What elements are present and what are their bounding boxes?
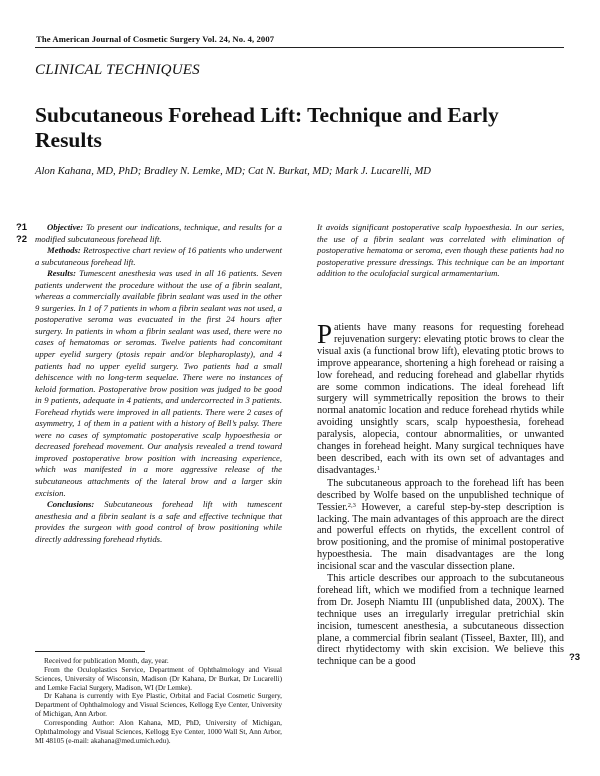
abstract-objective-text: To present our indications, technique, and results for a modified subcutaneous forehead lift. [35,222,282,244]
citation-ref: 2,3 [347,501,356,509]
abstract-methods-label: Methods: [47,245,81,256]
body-paragraph-3: This article describes our approach to the subcutaneous forehead lift, which we modified from a technique learned from Dr. Joseph Niamtu III (unpublished data, 200X). The technique uses an irregularly irregular pretrichial skin incision, tumescent anesthesia, a subcutaneous dissection plane, a commercial fibrin sealant (Tisseel, Baxter, Ill), and direct rhytidectomy with skin excision. We believe this technique can be a good [317,573,564,668]
abstract-objective [35,222,282,245]
footnote-current-affiliation: Dr Kahana is currently with Eye Plastic, Orbital and Facial Cosmetic Surgery, Department of Ophthalmology and Visual Sciences, Kellogg Eye Center, University of Michigan, Ann Arbor. [35,691,282,719]
abstract-results-label: Results: [47,268,76,279]
abstract-continuation-text: It avoids significant postoperative scalp hypoesthesia. In our series, the use of a fibrin sealant was correlated with elimination of postoperative hematoma or seroma, even though these patients had no postoperative pressure dressings. This technique can be an important addition to the oculofacial surgical armamentarium. [317,222,564,279]
abstract-methods [35,245,282,268]
body-paragraph-2-text-a: The subcutaneous approach to the forehead lift has been described by Wolfe based on the unpublished technique of Tessier. [317,477,564,513]
running-head: The American Journal of Cosmetic Surgery Vol. 24, No. 4, 2007 [36,34,275,44]
abstract-conclusions-label: Conclusions: [47,499,95,510]
header-rule [35,47,564,48]
body-paragraph-1-text: atients have many reasons for requesting forehead rejuvenation surgery: elevating ptotic brows to clear the visual axis (a functional brow lift), elevating ptotic brows to improve appearance, shortening a high forehead or raising a low forehead, and reducing forehead and glabellar rhytids are some common indications. The ideal forehead lift surgery will symmetrically reposition the brows to their normal anatomic location and reduce forehead rhytids while avoiding unsightly scars, scalp hypoesthesia, forehead paralysis, alopecia, contour abnormalities, or unwanted changes in forehead height. Many surgical techniques have been described, each with its own set of advantages and disadvantages. [317,322,564,476]
abstract [35,222,282,545]
body-paragraph-2 [317,478,564,573]
body-text [317,319,564,668]
section-label: CLINICAL TECHNIQUES [35,62,200,78]
footnote-corresponding-author: Corresponding Author: Alon Kahana, MD, PhD, University of Michigan, Ophthalmology and Visual Sciences, Kellogg Eye Center, 1000 Wall St, Ann Arbor, MI 48105 (e-mail: akahana@med.umich.edu). [35,717,282,745]
footnote-affiliation: From the Oculoplastics Service, Department of Ophthalmology and Visual Sciences, University of Wisconsin, Madison (Dr Kahana, Dr Burkat, Dr Lucarelli) and Lemke Facial Surgery, Madison, WI (Dr Lemke). [35,664,282,692]
drop-cap: P [317,319,333,349]
abstract-objective-label: Objective: [47,222,84,232]
body-paragraph-1 [317,319,564,477]
footnote-rule [35,651,145,652]
margin-note-3: ?3 [569,652,581,663]
abstract-methods-text: Retrospective chart review of 16 patients who underwent a subcutaneous forehead lift. [35,245,282,267]
abstract-continuation [317,222,564,280]
article-title: Subcutaneous Forehead Lift: Technique and Early Results [35,103,499,152]
margin-note-1: ?1 [16,222,28,233]
abstract-conclusions-text: Subcutaneous forehead lift with tumescent anesthesia and a fibrin sealant is a safe and effective technique that provides the surgeon with good control of brow positioning while directly addressing forehead rhytids. [35,499,282,544]
abstract-results [35,268,282,499]
footnotes [35,657,282,745]
citation-ref: 1 [376,464,380,472]
author-list: Alon Kahana, MD, PhD; Bradley N. Lemke, MD; Cat N. Burkat, MD; Mark J. Lucarelli, MD [35,166,431,177]
abstract-results-text: Tumescent anesthesia was used in all 16 patients. Seven patients underwent the procedure without the use of a fibrin sealant, whereas a commercially available fibrin sealant was used in the other 9 surgeries. In 1 of 7 patients in whom a fibrin sealant was not used, a postoperative seroma was evacuated in the first 24 hours after surgery. In patients in whom a fibrin sealant was used, there were no cases of hematomas or seromas. Twelve patients had concomitant upper eyelid surgery (ptosis repair and/or blepharoplasty), and 4 patients had no upper eyelid surgery. Two patients had a small dehiscence with no long-term sequelae. There were no instances of keloid formation. Postoperative brow position was judged to be good in 9 patients, adequate in 4 patients, and undercorrected in 3 patients. Forehead rhytids were improved in all patients. There were 2 cases of asymmetry, 1 of them in a patient with a history of Bell’s palsy. There were no cases of symptomatic postoperative scalp hypoesthesia or decreased forehead movement. Our analysis revealed a trend toward improved postoperative brow position with increasing experience, which was manifested in a more aggressive release of the subcutaneous attachments of the lateral brow and a larger skin excision. [35,268,282,498]
body-paragraph-2-text-b: However, a careful step-by-step description is lacking. The main advantages of this approach are the direct and powerful effects on rhytids, the excellent control of brow positioning, and the promise of minimal postoperative hypoesthesia. The main disadvantages are the long incisional scar and the vascular dissection plane. [317,501,564,573]
abstract-conclusions [35,499,282,545]
margin-note-2: ?2 [16,234,28,245]
footnote-received: Received for publication Month, day, year. [44,656,169,665]
